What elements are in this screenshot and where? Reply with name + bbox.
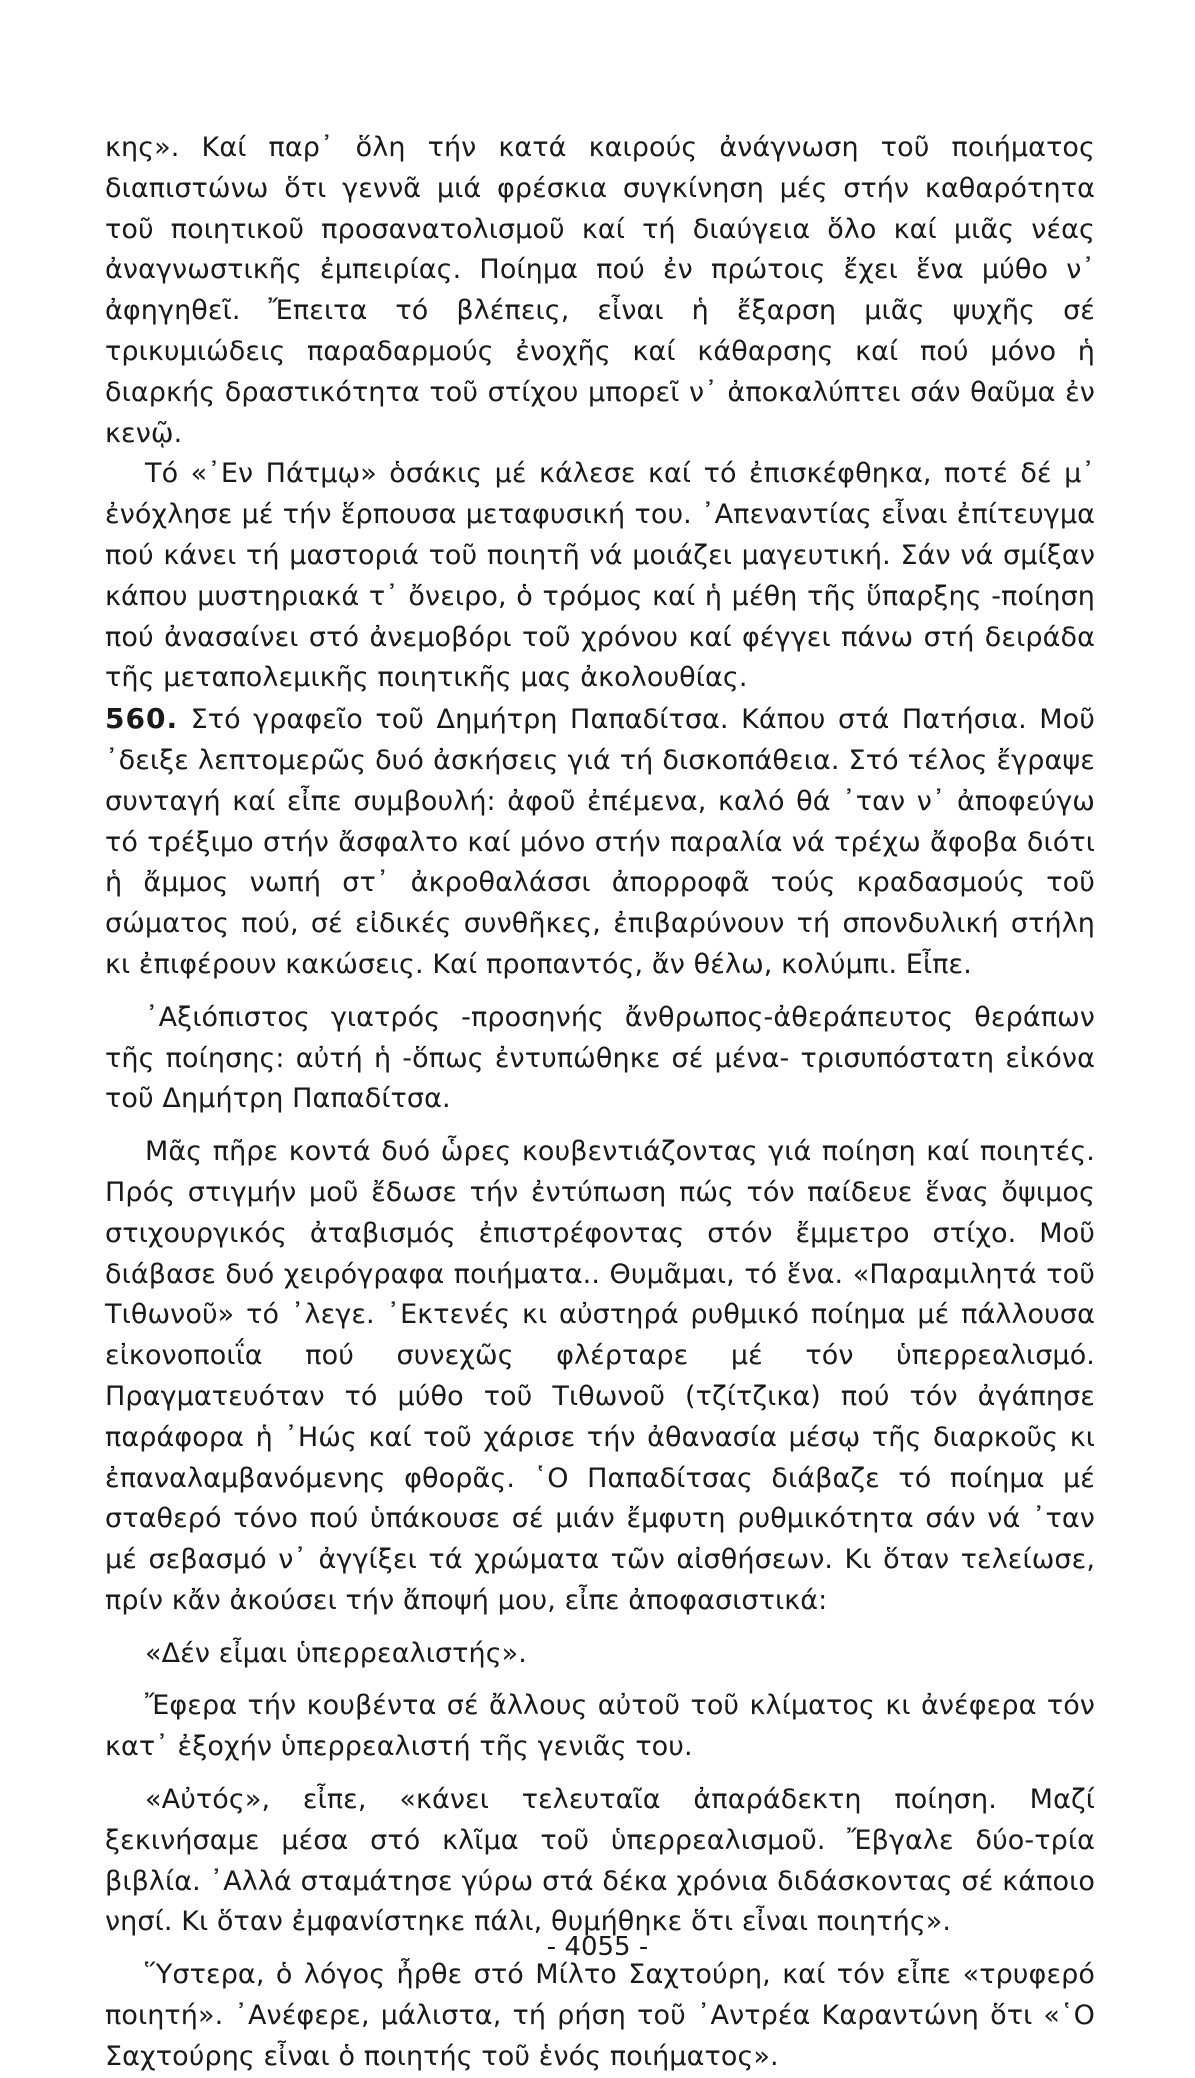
paragraph-doctor: ᾽Αξιόπιστος γιατρός -προσηνής ἄνθρωπος-ἀθεράπευτος θεράπων τῆς ποίησης: αὐτή ἡ -ὅπως ἐντυπώθηκε σέ μένα- τρισυπόστατη εἰκόνα τοῦ Δημήτρη Παπαδίτσα. — [105, 1001, 1095, 1115]
paragraph-quote-not-surrealist: «Δέν εἶμαι ὑπερρεαλιστής». — [145, 1637, 527, 1669]
paragraph-conversation: Μᾶς πῆρε κοντά δυό ὧρες κουβεντιάζοντας γιά ποίηση καί ποιητές. Πρός στιγμήν μοῦ ἔδωσε τήν ἐντύπωση πώς τόν παίδευε ἕνας ὄψιμος στιχουργικός ἀταβισμός ἐπιστρέφοντας στόν ἔμμετρο στίχο. Μοῦ διάβασε δυό χειρόγραφα ποιήματα.. Θυμᾶμαι, τό ἕνα. «Παραμιλητά τοῦ Τιθωνοῦ» τό ᾽λεγε. ᾽Εκτενές κι αὐστηρά ρυθμικό ποίημα μέ πάλλουσα εἰκονοποιΐα πού συνεχῶς φλέρταρε μέ τόν ὑπερρεαλισμό. Πραγματευόταν τό μύθο τοῦ Τιθωνοῦ (τζίτζικα) πού τόν ἀγάπησε παράφορα ἡ ᾽Ηώς καί τοῦ χάρισε τήν ἀθανασία μέσῳ τῆς διαρκοῦς κι ἐπαναλαμβανόμενης φθορᾶς. ῾Ο Παπαδίτσας διάβαζε τό ποίημα μέ σταθερό τόνο πού ὑπάκουσε σέ μιάν ἔμφυτη ρυθμικότητα σάν νά ᾽ταν μέ σεβασμό ν᾽ ἀγγίξει τά χρώματα τῶν αἰσθήσεων. Κι ὅταν τελείωσε, πρίν κἄν ἀκούσει τήν ἄποψή μου, εἶπε ἀποφασιστικά: — [105, 1136, 1095, 1616]
paragraph-saxtouris: Ὕστερα, ὁ λόγος ἦρθε στό Μίλτο Σαχτούρη, καί τόν εἶπε «τρυφερό ποιητή». ᾽Ανέφερε, μάλιστα, τή ρήση τοῦ ᾽Αντρέα Καραντώνη ὅτι «῾Ο Σαχτούρης εἶναι ὁ ποιητής τοῦ ἑνός ποιήματος». — [105, 1959, 1095, 2072]
page-number: - 4055 - — [546, 1932, 649, 1962]
paragraph-en-patmo: Τό «᾽Εν Πάτμῳ» ὁσάκις μέ κάλεσε καί τό ἐπισκέφθηκα, ποτέ δέ μ᾽ ἐνόχλησε μέ τήν ἕρπουσα μεταφυσική του. ᾽Απεναντίας εἶναι ἐπίτευγμα πού κάνει τή μαστοριά τοῦ ποιητῆ νά μοιάζει μαγευτική. Σάν νά σμίξαν κάπου μυστηριακά τ᾽ ὄνειρο, ὁ τρόμος καί ἡ μέθη τῆς ὕπαρξης -ποίηση πού ἀνασαίνει στό ἀνεμοβόρι τοῦ χρόνου καί φέγγει πάνω στή δειράδα τῆς μεταπολεμικῆς ποιητικῆς μας ἀκολουθίας. — [105, 458, 1095, 694]
page-body — [105, 128, 1095, 2078]
entry-text: Στό γραφεῖο τοῦ Δημήτρη Παπαδίτσα. Κάπου στά Πατήσια. Μοῦ ᾽δειξε λεπτομερῶς δυό ἀσκήσεις γιά τή δισκοπάθεια. Στό τέλος ἔγραψε συνταγή καί εἶπε συμβουλή: ἀφοῦ ἐπέμενα, καλό θά ᾽ταν ν᾽ ἀποφεύγω τό τρέξιμο στήν ἄσφαλτο καί μόνο στήν παραλία νά τρέχω ἄφοβα διότι ἡ ἄμμος νωπή στ᾽ ἀκροθαλάσσι ἀπορροφᾶ τούς κραδασμούς τοῦ σώματος πού, σέ εἰδικές συνθῆκες, ἐπιβαρύνουν τή σπονδυλική στήλη κι ἐπιφέρουν κακώσεις. Καί προπαντός, ἄν θέλω, κολύμπι. Εἶπε. — [105, 704, 1096, 980]
entry-number: 560. — [105, 702, 179, 736]
paragraph-quote-he: «Αὐτός», εἶπε, «κάνει τελευταῖα ἀπαράδεκτη ποίηση. Μαζί ξεκινήσαμε μέσα στό κλῖμα τοῦ ὑπερρεαλισμοῦ. Ἔβγαλε δύο-τρία βιβλία. ᾽Αλλά σταμάτησε γύρω στά δέκα χρόνια διδάσκοντας σέ κάποιο νησί. Κι ὅταν ἐμφανίστηκε πάλι, θυμήθηκε ὅτι εἶναι ποιητής». — [105, 1784, 1095, 1938]
entry-paragraph — [105, 699, 1095, 986]
paragraph-other-poets: Ἔφερα τήν κουβέντα σέ ἄλλους αὐτοῦ τοῦ κλίματος κι ἀνέφερα τόν κατ᾽ ἐξοχήν ὑπερρεαλιστή τῆς γενιᾶς του. — [105, 1690, 1095, 1763]
paragraph-continuation: κης». Καί παρ᾽ ὅλη τήν κατά καιρούς ἀνάγνωση τοῦ ποιήματος διαπιστώνω ὅτι γεννᾶ μιά φρέσκια συγκίνηση μές στήν καθαρότητα τοῦ ποιητικοῦ προσανατολισμοῦ καί τή διαύγεια ὅλο καί μιᾶς νέας ἀναγνωστικῆς ἐμπειρίας. Ποίημα πού ἐν πρώτοις ἔχει ἕνα μύθο ν᾽ ἀφηγηθεῖ. Ἔπειτα τό βλέπεις, εἶναι ἡ ἔξαρση μιᾶς ψυχῆς σέ τρικυμιώδεις παραδαρμούς ἐνοχῆς καί κάθαρσης καί πού μόνο ἡ διαρκής δραστικότητα τοῦ στίχου μπορεῖ ν᾽ ἀποκαλύπτει σάν θαῦμα ἐν κενῷ. — [105, 132, 1095, 449]
